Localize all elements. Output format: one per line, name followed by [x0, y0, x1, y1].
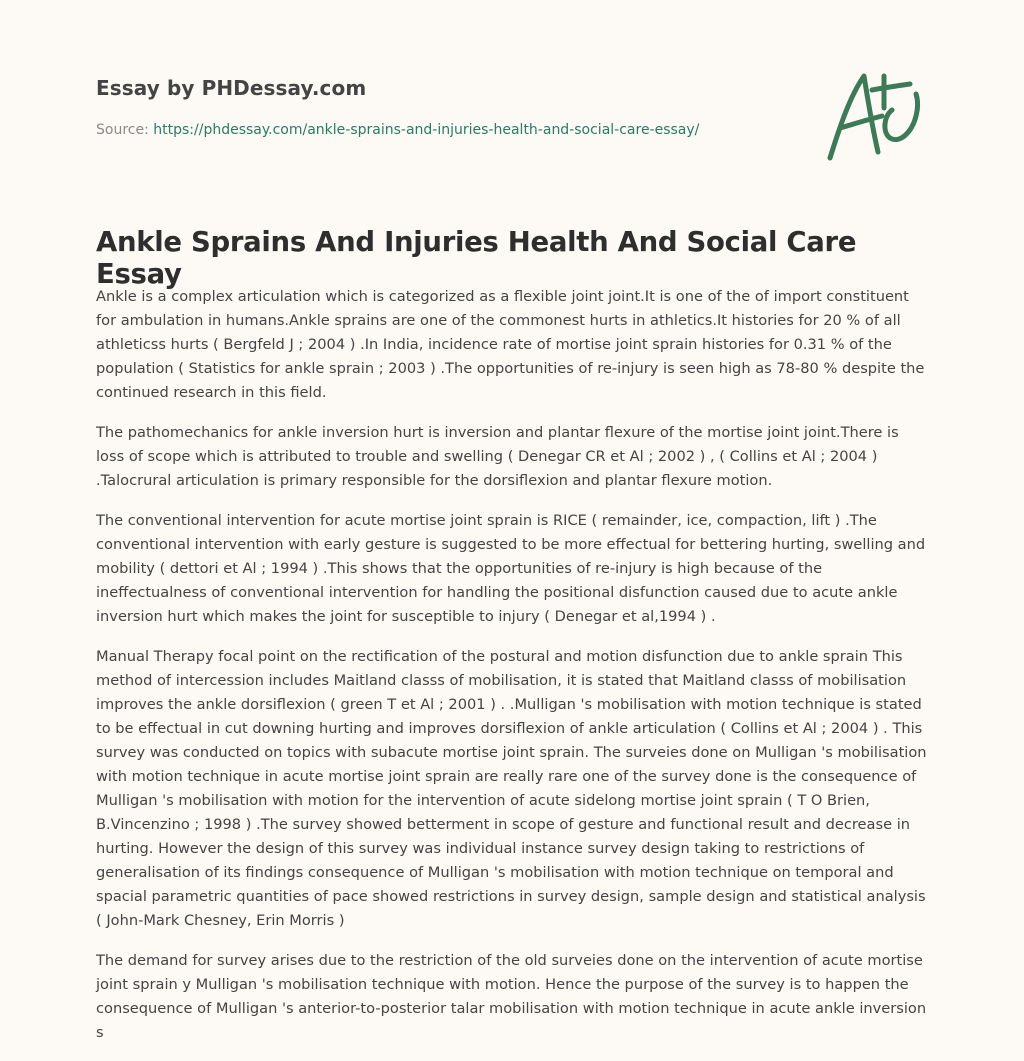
- source-line: [96, 122, 796, 138]
- paragraph: The conventional intervention for acute mortise joint sprain is RICE ( remainder, ice, compaction, lift ) .The conventional intervention with early gesture is suggested to be more effectual for bettering hurting, swelling and mobility ( dettori et Al ; 1994 ) .This shows that the opportunities of re-injury is high because of the ineffectualness of conventional intervention for handling the positional disfunction caused due to acute ankle inversion hurt which makes the joint for susceptible to injury ( Denegar et al,1994 ) .: [96, 512, 926, 625]
- source-link[interactable]: https://phdessay.com/ankle-sprains-and-injuries-health-and-social-care-essay/: [153, 122, 700, 138]
- article-body: [96, 285, 928, 1061]
- article-title: Ankle Sprains And Injuries Health And Social Care Essay: [96, 226, 857, 290]
- paragraph: Ankle is a complex articulation which is categorized as a flexible joint joint.It is one of the of import constituent for ambulation in humans.Ankle sprains are one of the commonest hurts in athletics.It histories for 20 % of all athleticss hurts ( Bergfeld J ; 2004 ) .In India, incidence rate of mortise joint sprain histories for 0.31 % of the population ( Statistics for ankle sprain ; 2003 ) .The opportunities of re-injury is seen high as 78-80 % despite the continued research in this field.: [96, 288, 925, 401]
- paragraph: The pathomechanics for ankle inversion hurt is inversion and plantar flexure of the mortise joint joint.There is loss of scope which is attributed to trouble and swelling ( Denegar CR et Al ; 2002 ) , ( Collins et Al ; 2004 ) .Talocrural articulation is primary responsible for the dorsiflexion and plantar flexure motion.: [96, 424, 899, 489]
- a-plus-grade-icon: [820, 66, 930, 166]
- paragraph: Manual Therapy focal point on the rectification of the postural and motion disfunction due to ankle sprain This method of intercession includes Maitland classs of mobilisation, it is stated that Maitland classs of mobilisation improves the ankle dorsiflexion ( green T et Al ; 2001 ) . .Mulligan 's mobilisation with motion technique is stated to be effectual in cut downing hurting and improves dorsiflexion of ankle articulation ( Collins et Al ; 2004 ) . This survey was conducted on topics with subacute mortise joint sprain. The surveies done on Mulligan 's mobilisation with motion technique in acute mortise joint sprain are really rare one of the survey done is the consequence of Mulligan 's mobilisation with motion for the intervention of acute sidelong mortise joint sprain ( T O Brien, B.Vincenzino ; 1998 ) .The survey showed betterment in scope of gesture and functional result and decrease in hurting. However the design of this survey was individual instance survey design taking to restrictions of generalisation of its findings consequence of Mulligan 's mobilisation with motion technique on temporal and spacial parametric quantities of pace showed restrictions in survey design, sample design and statistical analysis ( John-Mark Chesney, Erin Morris ): [96, 648, 927, 929]
- paragraph: The demand for survey arises due to the restriction of the old surveies done on the intervention of acute mortise joint sprain y Mulligan 's mobilisation technique with motion. Hence the purpose of the survey is to happen the consequence of Mulligan 's anterior-to-posterior talar mobilisation with motion technique in acute ankle inversion s: [96, 952, 927, 1041]
- essay-header: [96, 76, 796, 138]
- source-label: Source:: [96, 122, 154, 138]
- brand-title: Essay by PHDessay.com: [96, 76, 367, 100]
